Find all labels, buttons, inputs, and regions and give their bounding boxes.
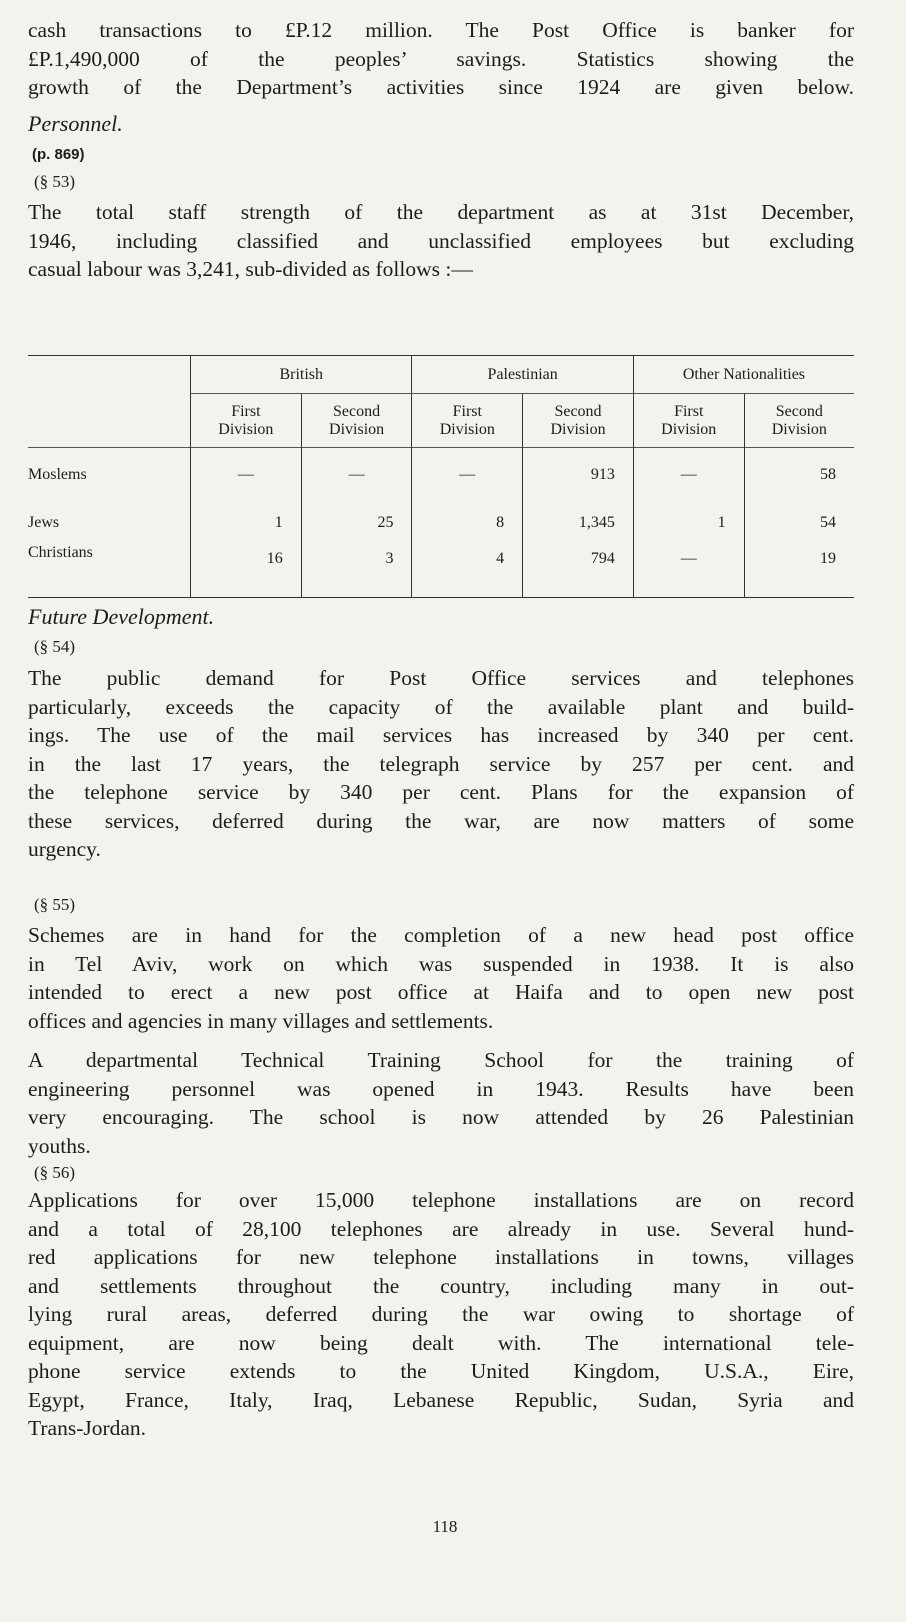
table-cell: — bbox=[301, 448, 412, 502]
section-54-ref: (§ 54) bbox=[34, 637, 76, 656]
table-cell: 8 bbox=[412, 502, 523, 544]
division-header bbox=[633, 394, 744, 448]
header-text: Division bbox=[771, 420, 827, 438]
section-54-paragraph bbox=[28, 664, 854, 864]
subheader-row bbox=[28, 394, 854, 448]
text-line: A departmental Technical Training School for the training of bbox=[28, 1048, 854, 1072]
text-line: phone service extends to the United Kingdom, U.S.A., Eire, bbox=[28, 1359, 854, 1383]
header-text: First bbox=[231, 402, 261, 420]
text-line: equipment, are now being dealt with. The international tele- bbox=[28, 1330, 854, 1355]
row-label: Moslems bbox=[28, 465, 87, 483]
text-line: Schemes are in hand for the completion of a new head post office bbox=[28, 923, 854, 947]
group-header: Palestinian bbox=[412, 356, 633, 394]
table-cell: 1 bbox=[191, 502, 302, 544]
header-text: Second bbox=[554, 402, 602, 420]
header-text: First bbox=[452, 402, 482, 420]
page-number: 118 bbox=[432, 1517, 458, 1536]
text-line: in the last 17 years, the telegraph service by 257 per cent. and bbox=[28, 751, 854, 776]
text-line: The public demand for Post Office services and telephones bbox=[28, 666, 854, 690]
page-reference: (p. 869) bbox=[32, 146, 85, 163]
table-cell: 16 bbox=[191, 544, 302, 598]
header-text: Division bbox=[218, 420, 274, 438]
table-row bbox=[28, 502, 854, 544]
text-line: lying rural areas, deferred during the war owing to shortage of bbox=[28, 1302, 854, 1326]
text-line: offices and agencies in many villages and settlements. bbox=[28, 1008, 494, 1033]
table-cell: 54 bbox=[744, 502, 854, 544]
division-header bbox=[523, 394, 634, 448]
intro-paragraph bbox=[28, 16, 854, 102]
table-cell: 794 bbox=[523, 544, 634, 598]
text-line: 1946, including classified and unclassified employees but excluding bbox=[28, 228, 854, 253]
text-line: and a total of 28,100 telephones are already in use. Several hund- bbox=[28, 1216, 854, 1241]
header-text: Division bbox=[329, 420, 385, 438]
table-cell: — bbox=[191, 448, 302, 502]
header-text: Second bbox=[333, 402, 381, 420]
blank-cell bbox=[28, 394, 191, 448]
section-55-ref: (§ 55) bbox=[34, 895, 76, 914]
header-text: Second bbox=[775, 402, 823, 420]
text-line: urgency. bbox=[28, 837, 101, 861]
table-cell: 1 bbox=[633, 502, 744, 544]
table-cell: 913 bbox=[523, 448, 634, 502]
header-text: Division bbox=[661, 420, 717, 438]
section-56-paragraph bbox=[28, 1186, 854, 1443]
table-row bbox=[28, 544, 854, 598]
group-header: British bbox=[191, 356, 412, 394]
table-cell: 58 bbox=[744, 448, 854, 502]
section-56-ref: (§ 56) bbox=[34, 1163, 76, 1182]
division-header bbox=[301, 394, 412, 448]
text-line: Egypt, France, Italy, Iraq, Lebanese Republic, Sudan, Syria and bbox=[28, 1387, 854, 1412]
future-development-heading: Future Development. bbox=[28, 604, 215, 629]
text-line: casual labour was 3,241, sub-divided as follows :— bbox=[28, 257, 473, 281]
text-line: cash transactions to £P.12 million. The Post Office is banker for bbox=[28, 18, 854, 42]
section-55-paragraph-1 bbox=[28, 921, 854, 1035]
header-text: Division bbox=[550, 420, 606, 438]
division-header bbox=[744, 394, 854, 448]
section-53-paragraph bbox=[28, 198, 854, 284]
table-cell: 3 bbox=[301, 544, 412, 598]
table-cell: 25 bbox=[301, 502, 412, 544]
text-line: Applications for over 15,000 telephone installations are on record bbox=[28, 1188, 854, 1212]
text-line: and settlements throughout the country, including many in out- bbox=[28, 1273, 854, 1298]
text-line: particularly, exceeds the capacity of the available plant and build- bbox=[28, 694, 854, 719]
text-line: The total staff strength of the department as at 31st December, bbox=[28, 200, 854, 224]
blank-cell bbox=[28, 356, 191, 394]
table-cell: 4 bbox=[412, 544, 523, 598]
text-line: very encouraging. The school is now attended by 26 Palestinian bbox=[28, 1105, 854, 1129]
table-row bbox=[28, 448, 854, 502]
section-55-paragraph-2 bbox=[28, 1046, 854, 1160]
text-line: £P.1,490,000 of the peoples’ savings. Statistics showing the bbox=[28, 46, 854, 71]
text-line: ings. The use of the mail services has increased by 340 per cent. bbox=[28, 723, 854, 747]
header-text: Division bbox=[439, 420, 495, 438]
personnel-heading: Personnel. bbox=[28, 111, 123, 136]
division-header bbox=[412, 394, 523, 448]
text-line: in Tel Aviv, work on which was suspended in 1938. It is also bbox=[28, 951, 854, 976]
row-label: Christians bbox=[28, 543, 93, 561]
header-text: First bbox=[674, 402, 704, 420]
text-line: engineering personnel was opened in 1943. Results have been bbox=[28, 1076, 854, 1101]
table-cell: — bbox=[633, 544, 744, 598]
text-line: growth of the Department’s activities since 1924 are given below. bbox=[28, 75, 854, 99]
table-cell: 19 bbox=[744, 544, 854, 598]
section-53-ref: (§ 53) bbox=[34, 172, 76, 191]
text-line: Trans-Jordan. bbox=[28, 1416, 147, 1440]
staff-table bbox=[28, 355, 854, 598]
text-line: red applications for new telephone installations in towns, villages bbox=[28, 1245, 854, 1269]
table-cell: — bbox=[633, 448, 744, 502]
division-header bbox=[191, 394, 302, 448]
text-line: the telephone service by 340 per cent. Plans for the expansion of bbox=[28, 780, 854, 804]
table-cell: — bbox=[412, 448, 523, 502]
row-label: Jews bbox=[28, 513, 60, 531]
table-cell: 1,345 bbox=[523, 502, 634, 544]
text-line: youths. bbox=[28, 1133, 91, 1158]
text-line: intended to erect a new post office at Haifa and to open new post bbox=[28, 980, 854, 1004]
text-line: these services, deferred during the war, are now matters of some bbox=[28, 808, 854, 833]
group-header: Other Nationalities bbox=[633, 356, 854, 394]
